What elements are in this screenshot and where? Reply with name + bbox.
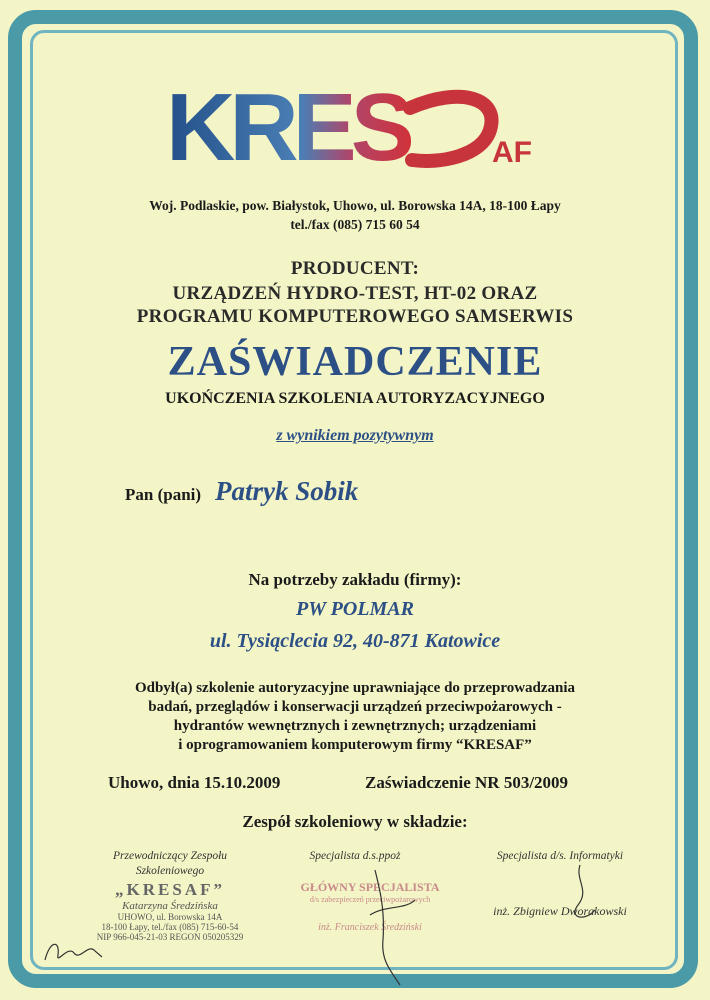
chair-caption-2: Szkoleniowego bbox=[135, 865, 205, 877]
place-date: Uhowo, dnia 15.10.2009 bbox=[108, 773, 281, 792]
body-line-2: badań, przeglądów i konserwacji urządzeń przeciwpożarowych - bbox=[148, 699, 562, 715]
chair-stamp-line-1: UHOWO, ul. Borowska 14A bbox=[117, 912, 223, 922]
certificate-number: Zaświadczenie NR 503/2009 bbox=[365, 773, 569, 792]
fire-stamp-sub: d/s zabezpieczeń przeciwpożarowych bbox=[309, 895, 431, 904]
producer-line-2: URZĄDZEŃ HYDRO-TEST, HT-02 ORAZ bbox=[172, 283, 538, 304]
result-text: z wynikiem pozytywnym bbox=[276, 427, 434, 444]
certificate-title: ZAŚWIADCZENIE bbox=[167, 339, 543, 385]
chair-caption-1: Przewodniczący Zespołu bbox=[112, 850, 228, 862]
body-line-3: hydrantów wewnętrznych i zewnętrznych; urządzeniami bbox=[173, 718, 537, 734]
person-name: Patryk Sobik bbox=[215, 476, 359, 506]
address-line-2: tel./fax (085) 715 60 54 bbox=[290, 217, 420, 232]
kresaf-logo bbox=[160, 78, 560, 188]
body-line-4: i oprogramowaniem komputerowym firmy “KRESAF” bbox=[178, 737, 532, 753]
address-line-1: Woj. Podlaskie, pow. Białystok, Uhowo, ul. Borowska 14A, 18-100 Łapy bbox=[149, 198, 561, 213]
company-name: PW POLMAR bbox=[296, 598, 414, 620]
chair-signature bbox=[40, 935, 110, 970]
svg-text:AF: AF bbox=[492, 136, 532, 169]
chair-stamp bbox=[70, 880, 270, 942]
it-signature bbox=[550, 860, 610, 930]
producer-label: PRODUCENT: bbox=[290, 258, 420, 279]
body-line-1: Odbył(a) szkolenie autoryzacyjne uprawniające do przeprowadzania bbox=[134, 680, 576, 696]
producer-line-3: PROGRAMU KOMPUTEROWEGO SAMSERWIS bbox=[136, 306, 574, 327]
it-name: inż. Zbigniew Dworakowski bbox=[493, 904, 627, 918]
fire-stamp-name: inż. Franciszek Średziński bbox=[318, 922, 422, 933]
chair-stamp-name: Katarzyna Średzińska bbox=[122, 900, 218, 912]
fire-stamp-title: GŁÓWNY SPECJALISTA bbox=[300, 880, 440, 894]
company-label: Na potrzeby zakładu (firmy): bbox=[248, 570, 462, 589]
fire-caption: Specjalista d.s.ppoż bbox=[309, 850, 401, 862]
it-caption: Specjalista d/s. Informatyki bbox=[496, 850, 624, 862]
company-address: ul. Tysiąclecia 92, 40-871 Katowice bbox=[209, 630, 501, 652]
chair-stamp-line-2: 18-100 Łapy, tel./fax (085) 715-60-54 bbox=[101, 922, 239, 932]
certificate-subtitle: UKOŃCZENIA SZKOLENIA AUTORYZACYJNEGO bbox=[165, 390, 545, 407]
person-label: Pan (pani) bbox=[125, 485, 202, 504]
svg-text:KRES: KRES bbox=[166, 78, 409, 181]
team-label: Zespół szkoleniowy w składzie: bbox=[242, 812, 468, 831]
person-row bbox=[125, 476, 358, 507]
chair-stamp-title: „KRESAF” bbox=[115, 880, 225, 899]
fire-signature bbox=[355, 860, 435, 990]
chair-stamp-line-3: NIP 966-045-21-03 REGON 050205329 bbox=[96, 932, 244, 942]
